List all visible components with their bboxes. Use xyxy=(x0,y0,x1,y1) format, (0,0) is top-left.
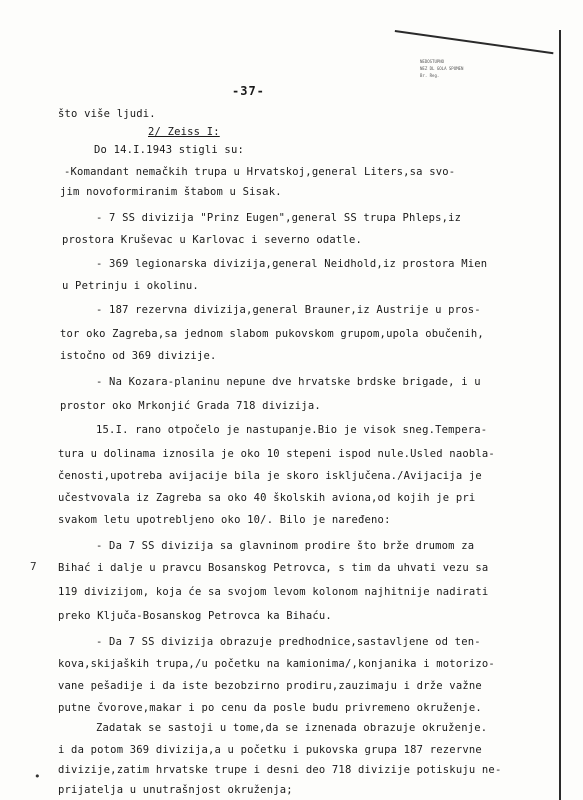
text-line: prijatelja u unutrašnjost okruženja; xyxy=(58,784,293,796)
text-line: 15.I. rano otpočelo je nastupanje.Bio je visok sneg.Tempera- xyxy=(96,424,488,436)
text-line: putne čvorove,makar i po cenu da posle budu privremeno okruženje. xyxy=(58,702,482,714)
text-line: čenosti,upotreba avijacije bila je skoro isključena./Avijacija je xyxy=(58,470,482,482)
text-line: svakom letu upotrebljeno oko 10/. Bilo je naređeno: xyxy=(58,514,391,526)
text-line: - 369 legionarska divizija,general Neidhold,iz prostora Mien xyxy=(96,258,488,270)
text-line: - 187 rezervna divizija,general Brauner,iz Austrije u pros- xyxy=(96,304,481,316)
text-line: - 7 SS divizija "Prinz Eugen",general SS trupa Phleps,iz xyxy=(96,212,462,224)
text-line: jim novoformiranim štabom u Sisak. xyxy=(60,186,282,198)
text-line: tura u dolinama iznosila je oko 10 stepeni ispod nule.Usled naobla- xyxy=(58,448,495,460)
text-line: kova,skijaških trupa,/u početku na kamionima/,konjanika i motorizo- xyxy=(58,658,495,670)
text-line: u Petrinju i okolinu. xyxy=(62,280,199,292)
margin-mark: 7 xyxy=(30,560,37,573)
text-line: prostora Kruševac u Karlovac i severno odatle. xyxy=(62,234,362,246)
text-line: istočno od 369 divizije. xyxy=(60,350,217,362)
stamp-line: NEZ DL GOLA SPOMEN xyxy=(420,66,464,71)
text-line: Zadatak se sastoji u tome,da se iznenada obrazuje okruženje. xyxy=(96,722,488,734)
stamp-line: NEDOSTUPNO xyxy=(420,59,445,64)
page-number: -37- xyxy=(232,84,265,98)
text-line: vane pešadije i da iste bezobzirno prodiru,zauzimaju i drže važne xyxy=(58,680,482,692)
archive-stamp xyxy=(420,58,520,79)
text-line: divizije,zatim hrvatske trupe i desni deo 718 divizije potiskuju ne- xyxy=(58,764,502,776)
text-line: -Komandant nemačkih trupa u Hrvatskoj,general Liters,sa svo- xyxy=(64,166,456,178)
text-line: učestvovala iz Zagreba sa oko 40 školskih aviona,od kojih je pri xyxy=(58,492,476,504)
page-edge-right xyxy=(559,30,561,800)
text-line: i da potom 369 divizija,a u početku i pukovska grupa 187 rezervne xyxy=(58,744,482,756)
text-line: tor oko Zagreba,sa jednom slabom pukovskom grupom,upola obučenih, xyxy=(60,328,484,340)
section-heading: 2/ Zeiss I: xyxy=(148,126,220,138)
text-line: Do 14.I.1943 stigli su: xyxy=(94,144,244,156)
text-line: - Da 7 SS divizija sa glavninom prodire što brže drumom za xyxy=(96,540,475,552)
margin-mark: • xyxy=(34,770,41,783)
text-line: - Na Kozara-planinu nepune dve hrvatske brdske brigade, i u xyxy=(96,376,481,388)
text-line: što više ljudi. xyxy=(58,108,156,120)
text-line: - Da 7 SS divizija obrazuje predhodnice,sastavljene od ten- xyxy=(96,636,481,648)
page-edge-top xyxy=(395,30,554,54)
stamp-line: Br. Reg. xyxy=(420,73,440,78)
text-line: preko Ključa-Bosanskog Petrovca ka Bihaću. xyxy=(58,610,332,622)
text-line: Bihać i dalje u pravcu Bosanskog Petrovca, s tim da uhvati vezu sa xyxy=(58,562,489,574)
text-line: prostor oko Mrkonjić Grada 718 divizija. xyxy=(60,400,321,412)
text-line: 119 divizijom, koja će sa svojom levom kolonom najhitnije nadirati xyxy=(58,586,489,598)
